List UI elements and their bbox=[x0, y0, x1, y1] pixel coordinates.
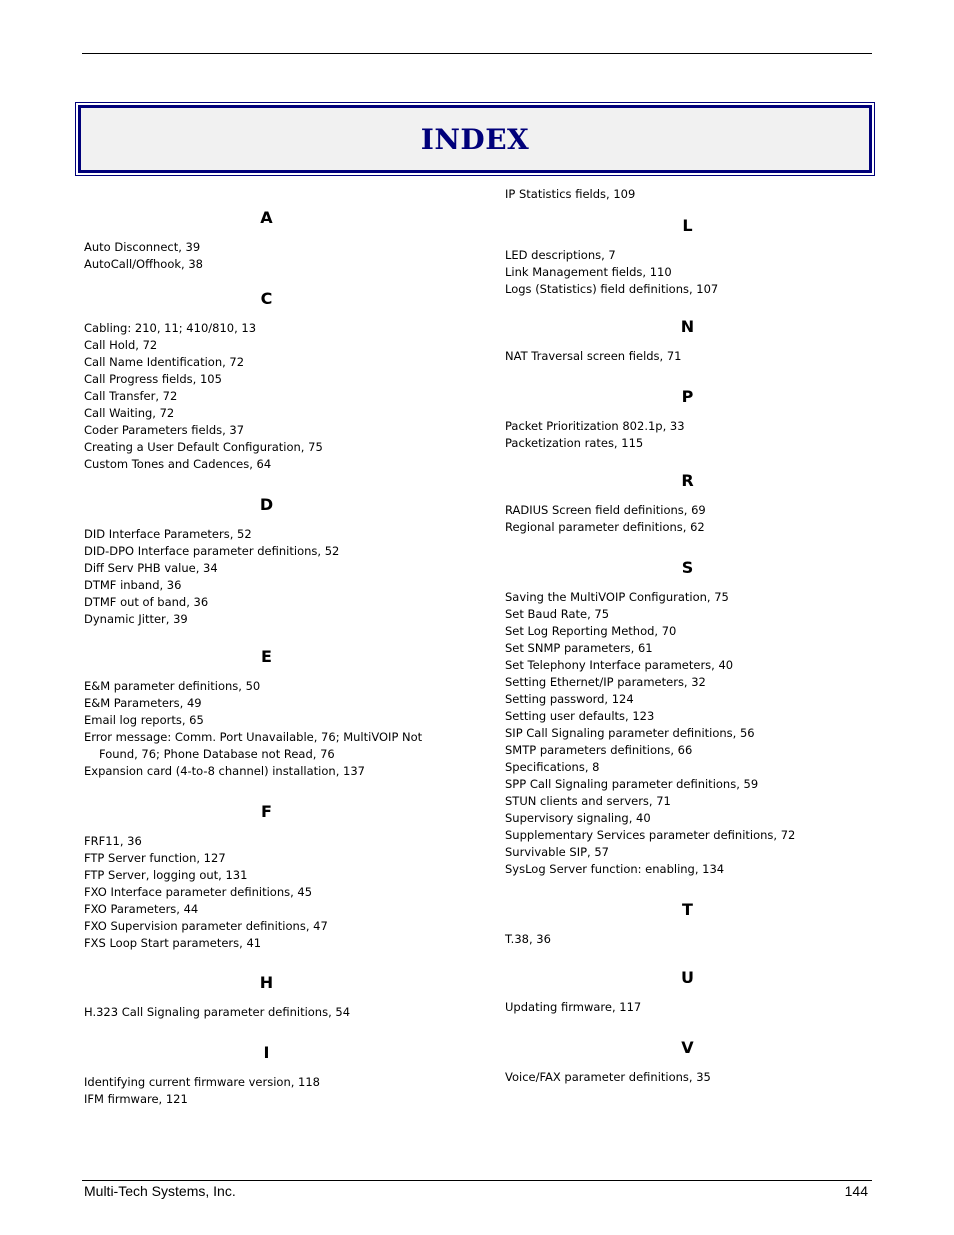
index-entry: Expansion card (4-to-8 channel) installation, 137 bbox=[84, 764, 365, 778]
index-entry: Set Log Reporting Method, 70 bbox=[505, 624, 677, 638]
index-section-e bbox=[84, 647, 454, 780]
index-entry: H.323 Call Signaling parameter definitions, 54 bbox=[84, 1005, 351, 1019]
index-entry: SIP Call Signaling parameter definitions, 56 bbox=[505, 726, 755, 740]
section-letter: C bbox=[260, 289, 273, 308]
index-entry: Call Name Identification, 72 bbox=[84, 355, 245, 369]
index-entry: Supervisory signaling, 40 bbox=[505, 811, 651, 825]
index-entry: Call Hold, 72 bbox=[84, 338, 158, 352]
index-entry: Identifying current firmware version, 118 bbox=[84, 1075, 321, 1089]
index-entry: Packetization rates, 115 bbox=[505, 436, 644, 450]
index-section-s bbox=[505, 558, 875, 878]
footer-page-number: 144 bbox=[844, 1183, 868, 1199]
index-entry: Link Management fields, 110 bbox=[505, 265, 672, 279]
index-entry: Specifications, 8 bbox=[505, 760, 600, 774]
index-entry: Set Telephony Interface parameters, 40 bbox=[505, 658, 734, 672]
section-letter: P bbox=[681, 387, 694, 406]
index-entry: Auto Disconnect, 39 bbox=[84, 240, 201, 254]
section-letter: V bbox=[681, 1038, 694, 1057]
index-entry: Call Progress fields, 105 bbox=[84, 372, 222, 386]
index-entry: FRF11, 36 bbox=[84, 834, 142, 848]
index-entry: RADIUS Screen field definitions, 69 bbox=[505, 503, 706, 517]
index-entry: LED descriptions, 7 bbox=[505, 248, 616, 262]
index-section-t bbox=[505, 900, 875, 948]
section-letter: A bbox=[260, 208, 273, 227]
index-entry: AutoCall/Offhook, 38 bbox=[84, 257, 203, 271]
index-entry: Set Baud Rate, 75 bbox=[505, 607, 610, 621]
index-entry: Setting password, 124 bbox=[505, 692, 634, 706]
index-entry: FXO Interface parameter definitions, 45 bbox=[84, 885, 313, 899]
header-rule bbox=[82, 53, 872, 54]
page-title: INDEX bbox=[420, 122, 530, 156]
index-left-column bbox=[84, 186, 454, 1108]
index-entry: Voice/FAX parameter definitions, 35 bbox=[505, 1070, 711, 1084]
index-entry: FXO Parameters, 44 bbox=[84, 902, 199, 916]
index-entry: Set SNMP parameters, 61 bbox=[505, 641, 653, 655]
index-entry: Dynamic Jitter, 39 bbox=[84, 612, 188, 626]
index-section-h bbox=[84, 973, 454, 1021]
index-entry: Updating firmware, 117 bbox=[505, 1000, 642, 1014]
section-letter: E bbox=[261, 647, 272, 666]
index-entry: Regional parameter definitions, 62 bbox=[505, 520, 705, 534]
index-entry: FXS Loop Start parameters, 41 bbox=[84, 936, 262, 950]
index-entry: Setting user defaults, 123 bbox=[505, 709, 655, 723]
index-entry: T.38, 36 bbox=[505, 932, 551, 946]
section-letter: U bbox=[681, 968, 694, 987]
footer-rule bbox=[82, 1180, 872, 1181]
index-section-n bbox=[505, 317, 875, 365]
index-entry: Saving the MultiVOIP Configuration, 75 bbox=[505, 590, 729, 604]
section-letter: D bbox=[259, 495, 274, 514]
section-letter: L bbox=[682, 216, 693, 235]
index-entry: E&M Parameters, 49 bbox=[84, 696, 202, 710]
index-section-a bbox=[84, 208, 454, 273]
index-section-c bbox=[84, 289, 454, 473]
index-entry: Error message: Comm. Port Unavailable, 76; MultiVOIP Not Found, 76; Phone Database not Read, 76 bbox=[84, 730, 423, 761]
index-entry: STUN clients and servers, 71 bbox=[505, 794, 671, 808]
index-section-l bbox=[505, 216, 875, 298]
index-entry: SPP Call Signaling parameter definitions, 59 bbox=[505, 777, 759, 791]
index-entry: FXO Supervision parameter definitions, 47 bbox=[84, 919, 328, 933]
section-letter: F bbox=[261, 802, 272, 821]
index-section-i bbox=[84, 1043, 454, 1108]
index-entry: IP Statistics fields, 109 bbox=[505, 187, 636, 201]
index-entry: Supplementary Services parameter definitions, 72 bbox=[505, 828, 796, 842]
index-entry: DID Interface Parameters, 52 bbox=[84, 527, 252, 541]
index-entry: Creating a User Default Configuration, 75 bbox=[84, 440, 323, 454]
index-entry: Call Waiting, 72 bbox=[84, 406, 175, 420]
section-letter: H bbox=[259, 973, 274, 992]
index-entry: DTMF out of band, 36 bbox=[84, 595, 209, 609]
index-entry: Logs (Statistics) field definitions, 107 bbox=[505, 282, 719, 296]
index-section-u bbox=[505, 968, 875, 1016]
index-entry: E&M parameter definitions, 50 bbox=[84, 679, 261, 693]
section-letter: I bbox=[263, 1043, 270, 1062]
index-entry: Coder Parameters fields, 37 bbox=[84, 423, 245, 437]
index-entry: Survivable SIP, 57 bbox=[505, 845, 609, 859]
index-section-v bbox=[505, 1038, 875, 1086]
index-entry: NAT Traversal screen fields, 71 bbox=[505, 349, 682, 363]
index-entry: Custom Tones and Cadences, 64 bbox=[84, 457, 272, 471]
index-section-p bbox=[505, 387, 875, 452]
index-entry: Diff Serv PHB value, 34 bbox=[84, 561, 218, 575]
section-letter: S bbox=[681, 558, 694, 577]
index-entry: SMTP parameters definitions, 66 bbox=[505, 743, 693, 757]
footer-company: Multi-Tech Systems, Inc. bbox=[84, 1183, 236, 1199]
index-entry: Call Transfer, 72 bbox=[84, 389, 178, 403]
index-entry: SysLog Server function: enabling, 134 bbox=[505, 862, 725, 876]
index-entry: Setting Ethernet/IP parameters, 32 bbox=[505, 675, 706, 689]
index-entry: IFM firmware, 121 bbox=[84, 1092, 188, 1106]
index-section-d bbox=[84, 495, 454, 628]
index-section-f bbox=[84, 802, 454, 952]
index-entry: Cabling: 210, 11; 410/810, 13 bbox=[84, 321, 257, 335]
section-letter: R bbox=[681, 471, 694, 490]
index-entry: FTP Server, logging out, 131 bbox=[84, 868, 248, 882]
index-entry: Packet Prioritization 802.1p, 33 bbox=[505, 419, 685, 433]
index-section-r bbox=[505, 471, 875, 536]
index-entry: Email log reports, 65 bbox=[84, 713, 204, 727]
index-right-column bbox=[505, 186, 875, 1086]
index-title-box bbox=[75, 102, 875, 176]
index-title-frame bbox=[78, 105, 872, 173]
section-letter: T bbox=[682, 900, 693, 919]
index-entry: FTP Server function, 127 bbox=[84, 851, 226, 865]
index-entry: DID-DPO Interface parameter definitions, 52 bbox=[84, 544, 340, 558]
section-letter: N bbox=[680, 317, 695, 336]
index-entry: DTMF inband, 36 bbox=[84, 578, 182, 592]
